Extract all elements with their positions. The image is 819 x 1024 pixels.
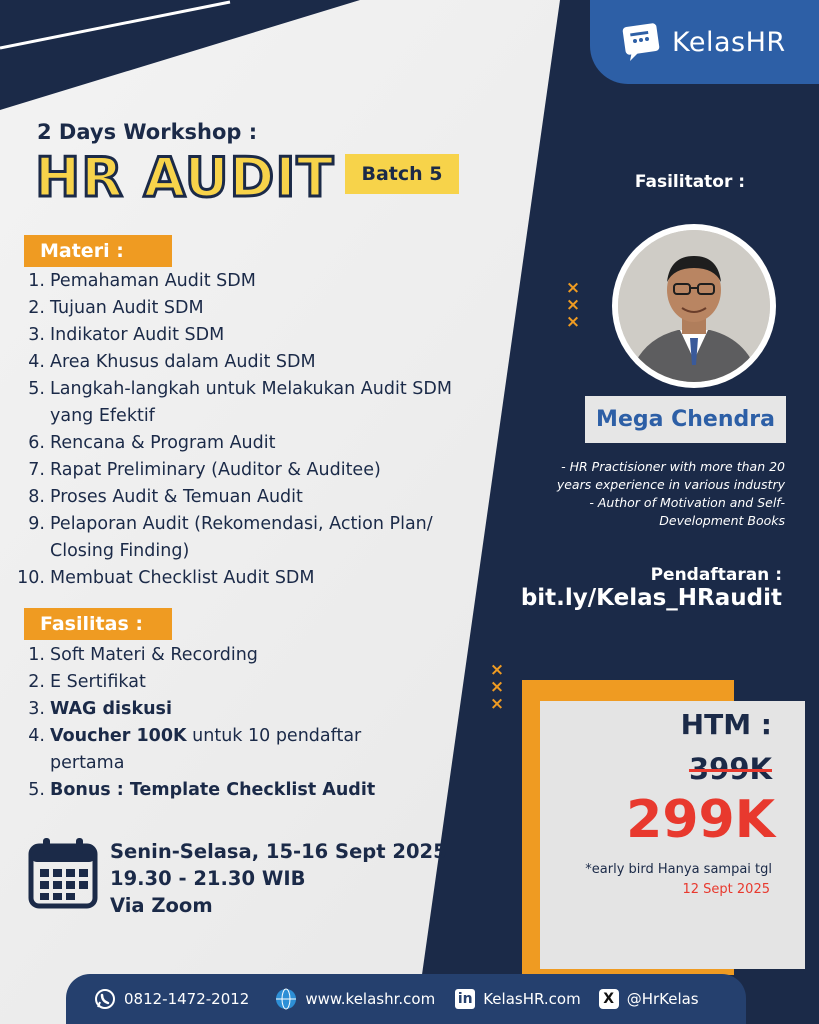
facilitator-name: Mega Chendra (585, 396, 786, 443)
x-logo-icon: X (599, 989, 619, 1009)
facilitator-label: Fasilitator : (634, 172, 746, 192)
schedule-info (110, 838, 447, 919)
contact-footer (66, 974, 746, 1024)
twitter-link[interactable]: X @HrKelas (599, 989, 699, 1009)
schedule-date: Senin-Selasa, 15-16 Sept 2025 (110, 840, 447, 863)
brand-logo (590, 0, 819, 84)
list-item: 2. Tujuan Audit SDM (28, 298, 204, 318)
cross-marks-decoration: × × × (489, 660, 505, 714)
workshop-subtitle: 2 Days Workshop : (37, 120, 258, 144)
whatsapp-icon (94, 988, 116, 1010)
list-item: 1. Soft Materi & Recording (28, 645, 258, 665)
list-item: 7. Rapat Preliminary (Auditor & Auditee) (28, 460, 381, 480)
calendar-icon (28, 836, 98, 910)
fasilitas-label: Fasilitas : (24, 608, 172, 640)
phone-contact[interactable]: 0812-1472-2012 (94, 988, 249, 1010)
materi-list (16, 268, 516, 592)
list-item: 1. Pemahaman Audit SDM (28, 271, 256, 291)
registration-link[interactable]: bit.ly/Kelas_HRaudit (520, 585, 782, 611)
person-portrait-icon (618, 230, 770, 382)
facilitator-photo (612, 224, 776, 388)
new-price: 299K (626, 790, 775, 850)
chat-book-icon (622, 21, 662, 63)
list-item: 3. WAG diskusi (28, 699, 172, 719)
linkedin-icon: in (455, 989, 475, 1009)
registration-label: Pendaftaran : (650, 565, 782, 585)
list-item: 5. Bonus : Template Checklist Audit (28, 780, 376, 800)
list-item: 6. Rencana & Program Audit (28, 433, 276, 453)
price-label: HTM : (680, 708, 772, 741)
website-link[interactable]: www.kelashr.com (275, 988, 435, 1010)
linkedin-link[interactable]: in KelasHR.com (455, 989, 580, 1009)
list-item: 10. Membuat Checklist Audit SDM (17, 568, 315, 588)
list-item: 4. Area Khusus dalam Audit SDM (28, 352, 316, 372)
list-item: 3. Indikator Audit SDM (28, 325, 225, 345)
cross-marks-decoration: × × × (565, 278, 581, 332)
list-item: 9. Pelaporan Audit (Rekomendasi, Action Plan/ (28, 514, 433, 534)
page-title: HR AUDIT (35, 146, 335, 209)
globe-icon (275, 988, 297, 1010)
list-item: 5. Langkah-langkah untuk Melakukan Audit SDM (28, 379, 452, 399)
facilitator-bio: - HR Practisioner with more than 20 years experience in various industry - Author of Motivation and Self- Development Books (556, 459, 785, 528)
schedule-time: 19.30 - 21.30 WIB (110, 867, 306, 890)
old-price: 399K (688, 752, 772, 786)
list-item-continuation: pertama (50, 753, 125, 773)
list-item-continuation: Closing Finding) (50, 541, 190, 561)
list-item: 4. Voucher 100K untuk 10 pendaftar (28, 726, 362, 746)
fasilitas-list (16, 642, 436, 804)
list-item: 2. E Sertifikat (28, 672, 146, 692)
materi-label: Materi : (24, 235, 172, 267)
brand-name: KelasHR (672, 26, 786, 58)
batch-badge: Batch 5 (345, 154, 459, 194)
early-bird-note: *early bird Hanya sampai tgl (585, 862, 772, 877)
schedule-venue: Via Zoom (110, 894, 213, 917)
early-bird-deadline: 12 Sept 2025 (682, 882, 770, 897)
list-item-continuation: yang Efektif (50, 406, 155, 426)
list-item: 8. Proses Audit & Temuan Audit (28, 487, 303, 507)
